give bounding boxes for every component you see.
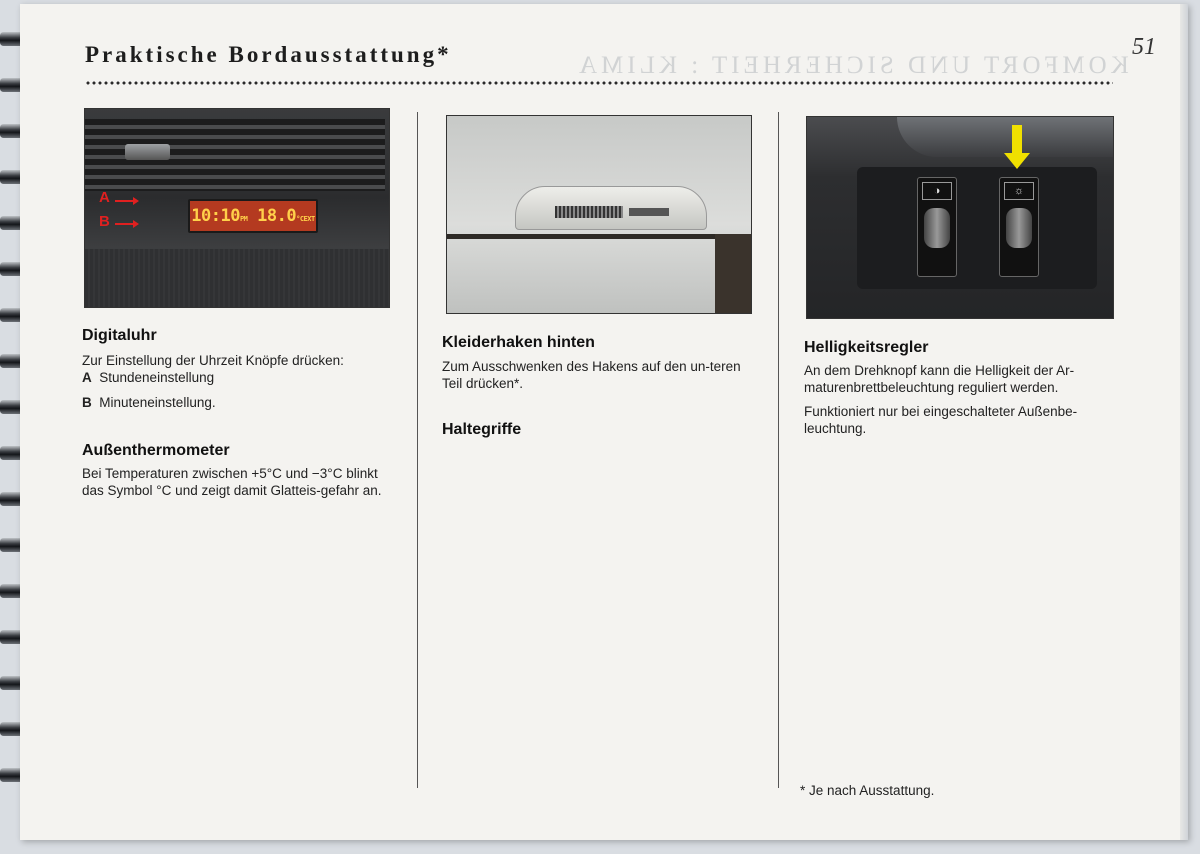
yellow-arrow-icon: [1012, 125, 1022, 155]
photo-dimmer: [806, 116, 1114, 319]
vent-knob: [125, 144, 170, 160]
page-edge: [1180, 4, 1188, 840]
instrument-cluster: [897, 117, 1113, 157]
door-frame: [447, 234, 751, 314]
arrow-b-icon: [115, 223, 135, 225]
headlight-range-switch: [917, 177, 957, 277]
heading-helligkeitsregler: Helligkeitsregler: [804, 339, 929, 356]
door-pillar: [715, 234, 751, 313]
digitaluhr-item-a: [82, 369, 392, 386]
dashboard-light-icon: ☼: [1004, 182, 1034, 200]
dashboard-texture: [85, 249, 389, 307]
headlight-icon: ◑: [922, 182, 952, 200]
heading-digitaluhr: Digitaluhr: [82, 327, 157, 344]
item-a-key: A: [82, 370, 92, 385]
item-a-text: Stundeneinstellung: [99, 370, 215, 385]
display-unit: °C: [296, 215, 304, 223]
bleed-through-title: KOMFORT UND SICHERHEIT : KLIMA: [575, 52, 1129, 79]
digitaluhr-intro: Zur Einstellung der Uhrzeit Knöpfe drücken:: [82, 353, 344, 368]
digitaluhr-item-b: [82, 394, 392, 411]
kleiderhaken-text: Zum Ausschwenken des Hakens auf den un-teren Teil drücken*.: [442, 359, 741, 391]
clock-label-a: A: [99, 189, 110, 206]
hook-grip: [555, 206, 623, 218]
dimmer-dial: [1006, 208, 1032, 248]
helligkeitsregler-text1: An dem Drehknopf kann die Helligkeit der Ar-maturenbrettbeleuchtung reguliert werden.: [804, 363, 1075, 395]
display-time: 10:10: [191, 206, 240, 226]
switch-panel: [857, 167, 1097, 289]
column-divider-2: [778, 112, 779, 788]
page-title: Praktische Bordausstattung*: [85, 42, 452, 67]
title-dotted-rule: [85, 80, 1113, 86]
item-b-key: B: [82, 395, 92, 410]
helligkeitsregler-text2: Funktioniert nur bei eingeschalteter Außenbe-leuchtung.: [804, 404, 1078, 436]
display-pm: PM: [239, 215, 248, 223]
heading-haltegriffe: Haltegriffe: [442, 421, 522, 438]
footnote: * Je nach Ausstattung.: [800, 783, 935, 798]
item-b-text: Minuteneinstellung.: [99, 395, 216, 410]
clock-display: [188, 199, 318, 233]
page-number: 51: [1132, 34, 1156, 60]
dimmer-switch: [999, 177, 1039, 277]
photo-coat-hook: [446, 115, 752, 314]
photo-digital-clock: [84, 108, 390, 308]
display-ext: EXT: [303, 215, 315, 223]
hook-button: [629, 208, 669, 216]
display-temp: 18.0: [257, 206, 297, 226]
heading-aussenthermometer: Außenthermometer: [82, 442, 230, 459]
headlight-dial: [924, 208, 950, 248]
arrow-a-icon: [115, 200, 135, 202]
clock-label-b: B: [99, 213, 110, 230]
column-divider-1: [417, 112, 418, 788]
aussenthermometer-text: Bei Temperaturen zwischen +5°C und −3°C blinkt das Symbol °C und zeigt damit Glatteis-gefahr an.: [82, 466, 382, 498]
heading-kleiderhaken: Kleiderhaken hinten: [442, 334, 595, 351]
